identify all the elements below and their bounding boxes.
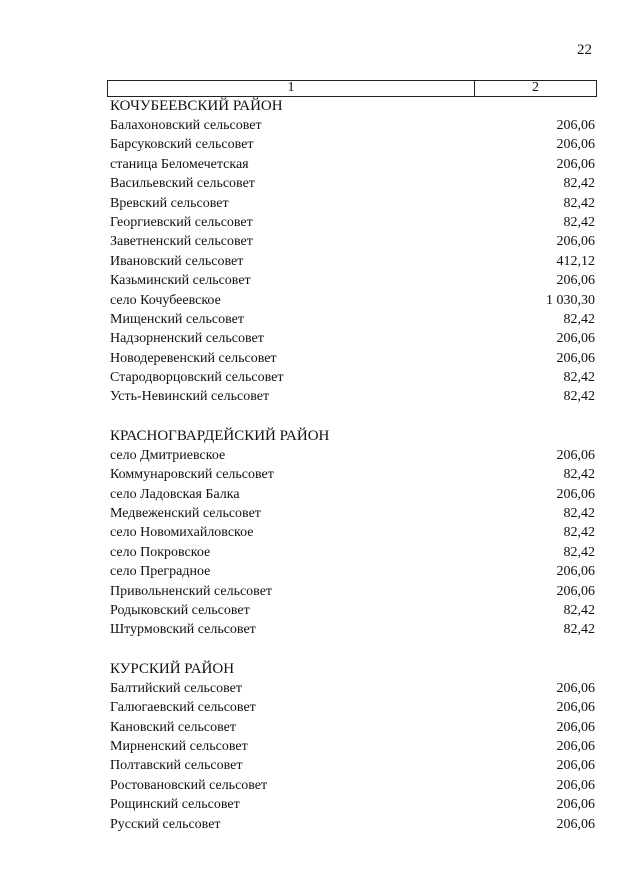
- settlement-name: Заветненский сельсовет: [110, 234, 253, 250]
- settlement-name: село Новомихайловское: [110, 525, 254, 541]
- settlement-name: Ростовановский сельсовет: [110, 777, 268, 793]
- settlement-name: станица Беломечетская: [110, 156, 249, 172]
- table-row: [110, 271, 595, 290]
- amount-value: 206,06: [556, 583, 595, 599]
- table-row: [110, 329, 595, 348]
- amount-value: 206,06: [556, 118, 595, 133]
- settlement-name: Мищенский сельсовет: [110, 311, 244, 327]
- table-row: [110, 562, 595, 581]
- table-row: [110, 523, 595, 542]
- amount-value: 206,06: [556, 234, 595, 250]
- amount-value: 82,42: [563, 195, 595, 211]
- settlement-name: село Покровское: [110, 544, 211, 560]
- page-number: 22: [577, 42, 592, 58]
- settlement-name: Новодеревенский сельсовет: [110, 350, 277, 366]
- table-row: [110, 174, 595, 193]
- table-row: [110, 582, 595, 601]
- settlement-name: Полтавский сельсовет: [110, 758, 243, 774]
- settlement-name: Медвеженский сельсовет: [110, 506, 261, 522]
- settlement-name: село Преградное: [110, 564, 211, 580]
- table-row: [110, 756, 595, 775]
- table-row: [110, 349, 595, 368]
- table-row: [110, 737, 595, 756]
- amount-value: 82,42: [563, 544, 595, 560]
- table-row: [110, 446, 595, 465]
- settlement-name: Балтийский сельсовет: [110, 680, 243, 696]
- table-row: [110, 601, 595, 620]
- amount-value: 206,06: [556, 719, 595, 735]
- table-row: [110, 679, 595, 698]
- amount-value: 82,42: [563, 370, 595, 386]
- amount-value: 82,42: [563, 214, 595, 230]
- table-row: [110, 213, 595, 232]
- settlement-name: Русский сельсовет: [110, 816, 221, 832]
- amount-value: 82,42: [563, 622, 595, 638]
- amount-value: 1 030,30: [546, 292, 595, 308]
- settlement-name: Усть-Невинский сельсовет: [110, 389, 270, 405]
- table-row: [110, 465, 595, 484]
- settlement-name: Галюгаевский сельсовет: [110, 700, 256, 716]
- table-row: [110, 485, 595, 504]
- section-spacer: [110, 407, 595, 426]
- settlement-name: Штурмовский сельсовет: [110, 622, 256, 638]
- amount-value: 82,42: [563, 467, 595, 483]
- settlement-name: Коммунаровский сельсовет: [110, 467, 274, 483]
- table-row: [110, 135, 595, 154]
- settlement-name: Балахоновский сельсовет: [110, 118, 262, 133]
- settlement-name: Рощинский сельсовет: [110, 797, 240, 813]
- settlement-name: Георгиевский сельсовет: [110, 214, 253, 230]
- amount-value: 206,06: [556, 564, 595, 580]
- amount-value: 82,42: [563, 311, 595, 327]
- settlement-name: Мирненский сельсовет: [110, 738, 248, 754]
- settlement-name: Ивановский сельсовет: [110, 253, 244, 269]
- table-row: [110, 718, 595, 737]
- amount-value: 206,06: [556, 350, 595, 366]
- settlement-name: Надзорненский сельсовет: [110, 331, 264, 347]
- header-column-2: 2: [532, 80, 539, 95]
- amount-value: 206,06: [556, 137, 595, 153]
- settlement-name: Привольненский сельсовет: [110, 583, 273, 599]
- region-title: КРАСНОГВАРДЕЙСКИЙ РАЙОН: [110, 427, 330, 444]
- table-row: [110, 232, 595, 251]
- settlement-name: село Кочубеевское: [110, 292, 221, 308]
- table-body: [110, 96, 595, 834]
- amount-value: 206,06: [556, 738, 595, 754]
- amount-value: 206,06: [556, 758, 595, 774]
- amount-value: 412,12: [556, 253, 595, 269]
- table-row: [110, 776, 595, 795]
- table-row: [110, 543, 595, 562]
- table-row: [110, 815, 595, 834]
- settlement-name: Родыковский сельсовет: [110, 602, 250, 618]
- region-title: КУРСКИЙ РАЙОН: [110, 660, 235, 677]
- settlement-name: Вревский сельсовет: [110, 195, 229, 211]
- section-spacer: [110, 640, 595, 659]
- table-header: [107, 80, 597, 97]
- amount-value: 82,42: [563, 389, 595, 405]
- amount-value: 206,06: [556, 680, 595, 696]
- amount-value: 206,06: [556, 447, 595, 463]
- amount-value: 206,06: [556, 700, 595, 716]
- region-title: КОЧУБЕЕВСКИЙ РАЙОН: [110, 98, 283, 114]
- settlement-name: село Ладовская Балка: [110, 486, 240, 502]
- settlement-name: Кановский сельсовет: [110, 719, 236, 735]
- table-row: [110, 310, 595, 329]
- amount-value: 206,06: [556, 156, 595, 172]
- amount-value: 82,42: [563, 525, 595, 541]
- table-row: [110, 291, 595, 310]
- settlement-name: Васильевский сельсовет: [110, 176, 255, 192]
- settlement-name: село Дмитриевское: [110, 447, 226, 463]
- amount-value: 206,06: [556, 486, 595, 502]
- settlement-name: Барсуковский сельсовет: [110, 137, 254, 153]
- header-column-1: 1: [108, 81, 475, 96]
- table-row: [110, 252, 595, 271]
- table-row: [110, 116, 595, 135]
- amount-value: 206,06: [556, 331, 595, 347]
- table-row: [110, 155, 595, 174]
- table-row: [110, 387, 595, 406]
- amount-value: 82,42: [563, 176, 595, 192]
- table-row: [110, 795, 595, 814]
- amount-value: 82,42: [563, 602, 595, 618]
- table-row: [110, 698, 595, 717]
- settlement-name: Казьминский сельсовет: [110, 273, 251, 289]
- table-row: [110, 194, 595, 213]
- table-row: [110, 368, 595, 387]
- settlement-name: Стародворцовский сельсовет: [110, 370, 284, 386]
- amount-value: 206,06: [556, 273, 595, 289]
- amount-value: 82,42: [563, 506, 595, 522]
- table-row: [110, 620, 595, 639]
- amount-value: 206,06: [556, 816, 595, 832]
- table-row: [110, 504, 595, 523]
- amount-value: 206,06: [556, 777, 595, 793]
- amount-value: 206,06: [556, 797, 595, 813]
